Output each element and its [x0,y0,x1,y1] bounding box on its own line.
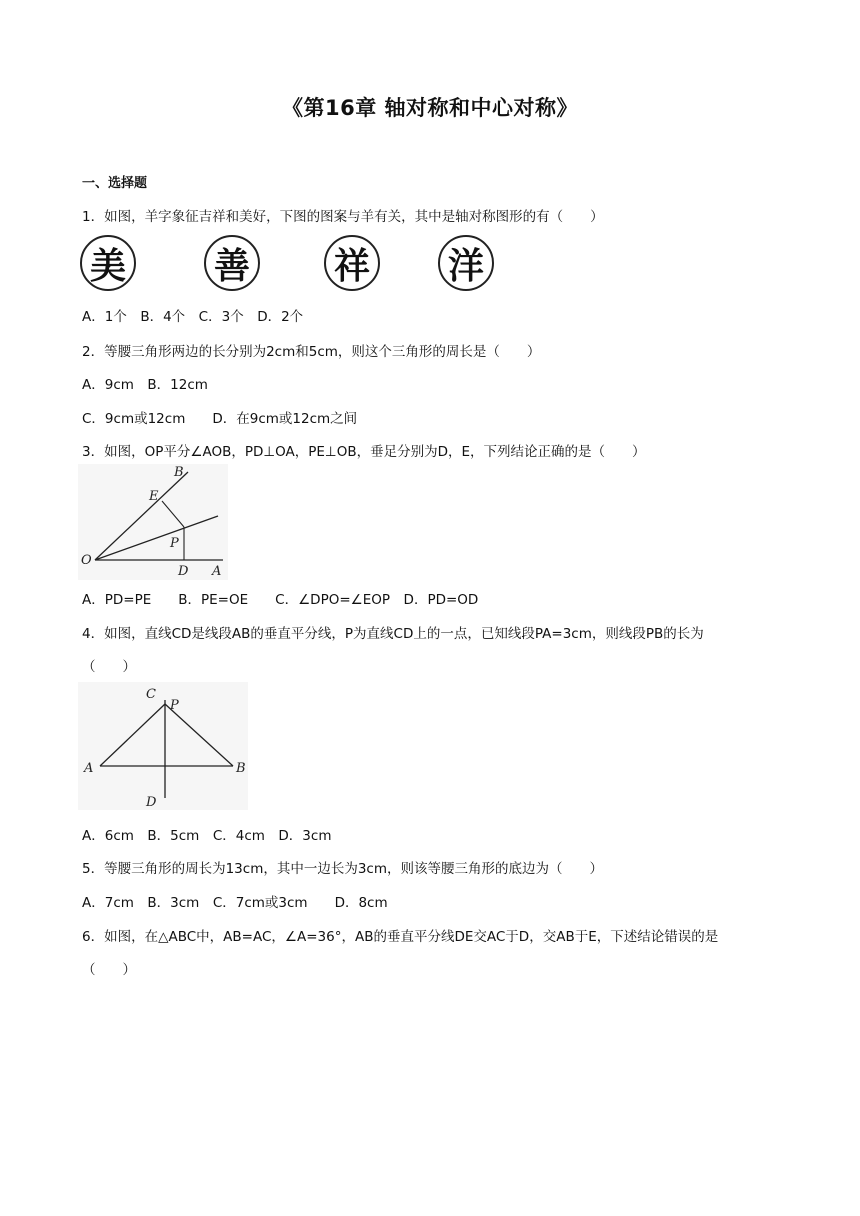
label-d: D [146,795,157,810]
q1-stem: 1．如图，羊字象征吉祥和美好，下图的图案与羊有关，其中是轴对称图形的有（ ） [82,209,604,225]
q2-stem: 2．等腰三角形两边的长分别为2cm和5cm，则这个三角形的周长是（ ） [82,344,541,360]
page-title: 《第16章 轴对称和中心对称》 [281,96,579,120]
q3-angle-bisector-figure [78,464,228,580]
q5-options: A．7cm B．3cm C．7cm或3cm D．8cm [82,895,388,911]
q1-options: A．1个 B．4个 C．3个 D．2个 [82,309,304,325]
glyph-shan: 善 [204,235,260,291]
q5-stem: 5．等腰三角形的周长为13cm，其中一边长为3cm，则该等腰三角形的底边为（ ） [82,861,604,877]
label-b: B [236,761,246,776]
q3-stem: 3．如图，OP平分∠AOB，PD⊥OA，PE⊥OB，垂足分别为D，E，下列结论正确的是（ ） [82,444,646,460]
label-p: P [170,698,179,713]
glyph-xiang: 祥 [324,235,380,291]
q1-glyph-figures [80,235,500,293]
label-a: A [212,564,222,579]
label-a: A [84,761,94,776]
label-c: C [146,687,156,702]
label-d: D [178,564,189,579]
label-b: B [174,465,184,480]
q3-options: A．PD=PE B．PE=OE C．∠DPO=∠EOP D．PD=OD [82,592,479,608]
figure-background [78,682,248,810]
q4-perpendicular-bisector-figure [78,682,248,810]
section-heading: 一、选择题 [82,176,148,191]
q2-options-line2: C．9cm或12cm D．在9cm或12cm之间 [82,411,358,427]
label-o: O [81,553,92,568]
q2-options-line1: A．9cm B．12cm [82,377,208,393]
label-p: P [170,536,179,551]
q4-options: A．6cm B．5cm C．4cm D．3cm [82,828,332,844]
figure-background [78,464,228,580]
glyph-mei: 美 [80,235,136,291]
q6-stem-bracket: （ ） [82,962,136,978]
label-e: E [149,489,159,504]
glyph-yang: 洋 [438,235,494,291]
q6-stem: 6．如图，在△ABC中，AB=AC，∠A=36°，AB的垂直平分线DE交AC于D，交AB于E，下述结论错误的是 [82,929,719,945]
q4-stem: 4．如图，直线CD是线段AB的垂直平分线，P为直线CD上的一点，已知线段PA=3cm，则线段PB的长为 [82,626,704,642]
q4-stem-bracket: （ ） [82,659,136,675]
